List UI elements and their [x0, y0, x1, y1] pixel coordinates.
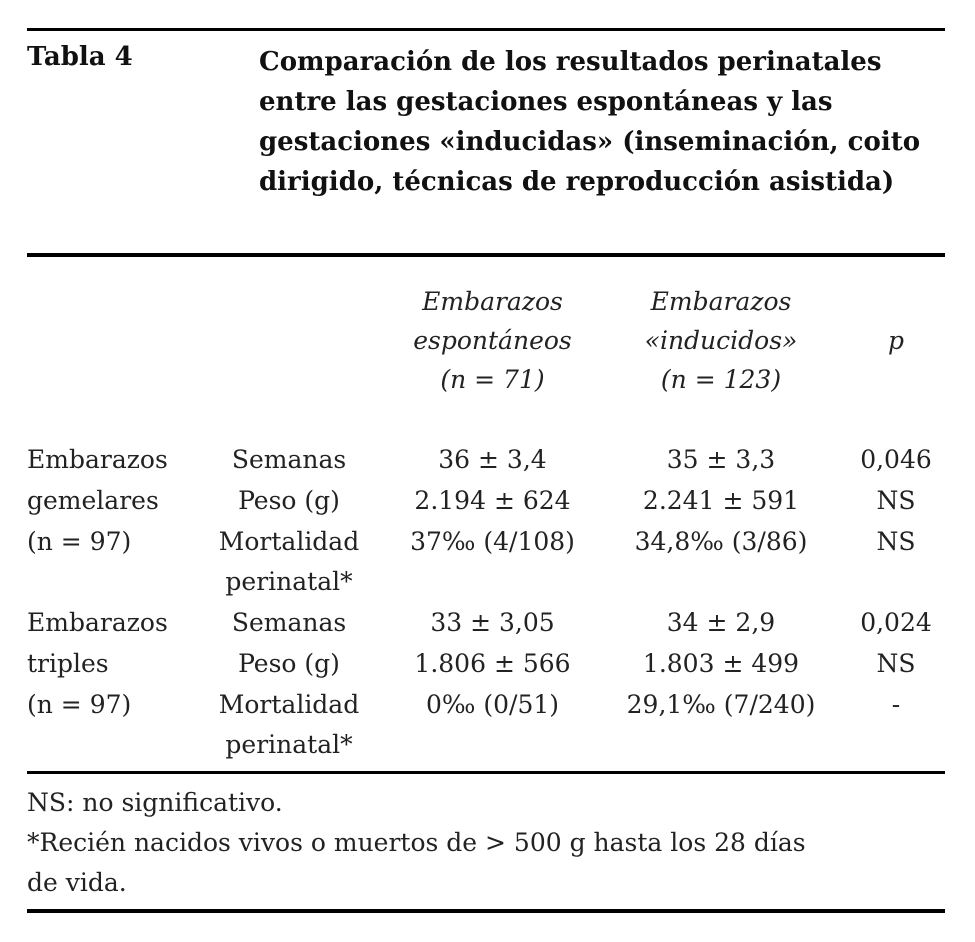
row-variable: perinatal*	[225, 567, 353, 596]
group-label-line: gemelares	[27, 486, 159, 515]
column-header-line: espontáneos	[413, 326, 572, 355]
cell-p: NS	[876, 527, 916, 556]
cell-p: NS	[876, 649, 916, 678]
column-header-line: «inducidos»	[644, 326, 798, 355]
cell-espontaneos: 1.806 ± 566	[414, 649, 571, 678]
cell-p: -	[891, 690, 901, 719]
column-header-p: p	[887, 326, 904, 355]
group-label-line: Embarazos	[27, 445, 168, 474]
cell-inducidos: 1.803 ± 499	[642, 649, 800, 678]
row-variable: Semanas	[231, 445, 347, 474]
cell-inducidos: 35 ± 3,3	[666, 445, 776, 474]
group-label-line: triples	[27, 649, 109, 678]
note-line: *Recién nacidos vivos o muertos de > 500 g hasta los 28 días	[27, 828, 806, 857]
note-line: NS: no significativo.	[27, 788, 283, 817]
table-label: Tabla 4	[27, 42, 133, 72]
table-title: Comparación de los resultados perinatales entre las gestaciones espontáneas y las gestaciones «inducidas» (inseminación, coito dirigido, técnicas de reproducción asistida)	[259, 47, 921, 197]
row-variable: perinatal*	[225, 730, 353, 759]
footer-rule	[27, 771, 945, 774]
column-header-line: (n = 71)	[440, 365, 545, 394]
cell-espontaneos: 37‰ (4/108)	[410, 527, 575, 556]
cell-espontaneos: 2.194 ± 624	[414, 486, 571, 515]
bottom-rule	[27, 909, 945, 913]
top-rule	[27, 28, 945, 31]
cell-inducidos: 29,1‰ (7/240)	[626, 690, 816, 719]
cell-p: NS	[876, 486, 916, 515]
cell-espontaneos: 36 ± 3,4	[438, 445, 547, 474]
group-label-line: (n = 97)	[27, 690, 132, 719]
cell-inducidos: 34,8‰ (3/86)	[634, 527, 808, 556]
row-variable: Semanas	[231, 608, 347, 637]
note-line: de vida.	[27, 868, 127, 897]
group-label-line: Embarazos	[27, 608, 168, 637]
group-label-line: (n = 97)	[27, 527, 132, 556]
cell-inducidos: 34 ± 2,9	[666, 608, 776, 637]
column-header-line: (n = 123)	[660, 365, 782, 394]
cell-p: 0,024	[860, 608, 932, 637]
cell-espontaneos: 33 ± 3,05	[430, 608, 555, 637]
cell-espontaneos: 0‰ (0/51)	[425, 690, 560, 719]
row-variable: Peso (g)	[238, 649, 340, 678]
column-header-espontaneos	[385, 282, 600, 399]
column-header-line: Embarazos	[422, 287, 563, 316]
column-header-line: Embarazos	[650, 287, 792, 316]
column-header-inducidos	[610, 282, 832, 399]
cell-inducidos: 2.241 ± 591	[642, 486, 800, 515]
header-rule	[27, 253, 945, 257]
table-notes	[27, 783, 927, 903]
cell-p: 0,046	[860, 445, 932, 474]
row-variable: Peso (g)	[238, 486, 340, 515]
row-variable: Mortalidad	[218, 527, 360, 556]
row-variable: Mortalidad	[218, 690, 360, 719]
